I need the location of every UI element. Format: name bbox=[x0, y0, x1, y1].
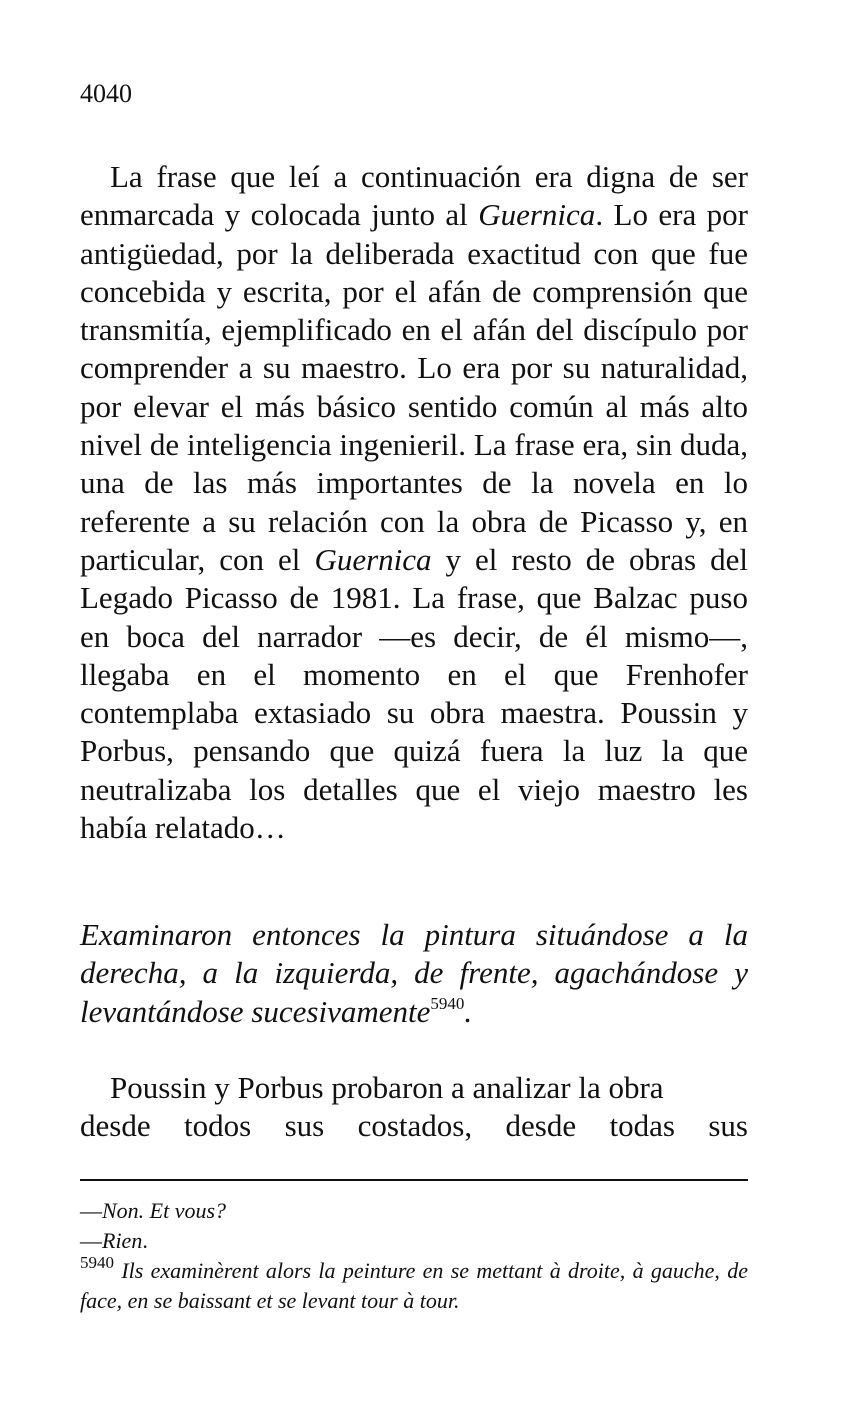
paragraph-text: La frase que leí a continuación era digna de ser enmarcada y colocada junto al bbox=[80, 159, 748, 233]
quote-end: . bbox=[464, 993, 473, 1029]
footnote-5940 bbox=[80, 1253, 748, 1316]
footnotes bbox=[80, 1196, 748, 1316]
body-paragraph bbox=[80, 158, 748, 847]
page-number: 4040 bbox=[80, 79, 132, 108]
continuation-paragraph bbox=[80, 1069, 748, 1146]
artwork-title: Guernica bbox=[314, 541, 432, 577]
quote-text: Examinaron entonces la pintura situándose a la derecha, a la izquierda, de frente, agachándose y levantándose sucesivamente bbox=[80, 917, 748, 1029]
dialogue-dash: — bbox=[80, 1198, 102, 1223]
paragraph-text: . Lo era por antigüedad, por la deliberada exactitud con que fue concebida y escrita, por el afán de comprensión que transmitía, ejemplificado en el afán del discípulo por comprender a su maestro. Lo era por su naturalidad, por elevar el más básico sentido común al más alto nivel de inteligencia ingenieril. La frase era, sin duda, una de las más importantes de la novela en lo referente a su relación con la obra de Picasso y, en particular, con el bbox=[80, 197, 748, 577]
dialogue-text: Rien bbox=[102, 1228, 143, 1253]
paragraph-text: y el resto de obras del Legado Picasso de 1981. La frase, que Balzac puso en boca del narrador —es decir, de él mismo—, llegaba en el momento en el que Frenhofer contemplaba extasiado su obra maestra. Poussin y Porbus, pensando que quizá fuera la luz la que neutralizaba los detalles que el viejo maestro les había relatado… bbox=[80, 541, 748, 846]
artwork-title: Guernica bbox=[478, 197, 596, 233]
footnote-number: 5940 bbox=[80, 1253, 114, 1272]
footnote-text: Ils examinèrent alors la peinture en se mettant à droite, à gauche, de face, en se baissant et se levant tour à tour. bbox=[80, 1258, 748, 1313]
dialogue-dash: — bbox=[80, 1228, 102, 1253]
quoted-passage bbox=[80, 916, 748, 1031]
footnote-dialogue-line bbox=[80, 1196, 748, 1226]
continuation-line-2: desde todos sus costados, desde todas sus bbox=[80, 1108, 748, 1144]
continuation-line-1: Poussin y Porbus probaron a analizar la obra bbox=[110, 1070, 664, 1105]
dialogue-text: Non. Et vous? bbox=[102, 1198, 227, 1223]
footnote-separator bbox=[80, 1179, 748, 1181]
footnote-reference[interactable]: 5940 bbox=[430, 993, 465, 1013]
footnote-dialogue-line bbox=[80, 1226, 748, 1256]
dialogue-end: . bbox=[142, 1228, 148, 1253]
